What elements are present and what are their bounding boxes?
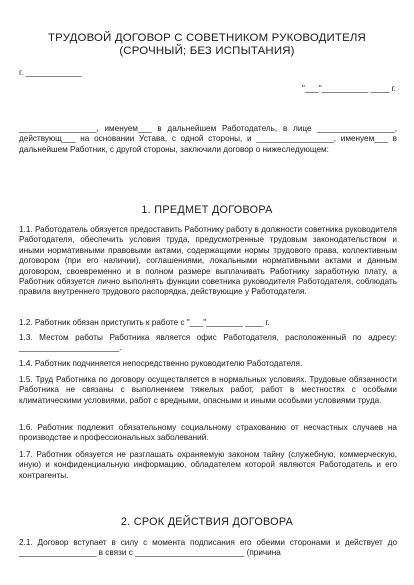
section-heading-term: 2. СРОК ДЕЙСТВИЯ ДОГОВОРА (120, 516, 294, 528)
preamble-paragraph: _________________, именуем___ в дальнейшем Работодатель, в лице _________________, действующ___ на основании Устава, с одной стороны, и _________________, именуем___ в дальнейшем Работник, с другой стороны, заключили договор о нижеследующем: (19, 124, 397, 154)
clause-1-1: 1.1. Работодатель обязуется предоставить Работнику работу в должности советника руководителя Работодателя, обеспечить условия труда, предусмотренные трудовым законодательством и иными нормативными правовыми актами, содержащими нормы трудового права, коллективным договором (при его наличии), соглашениями, локальными нормативными актами и данным договором, своевременно и в полном размере выплачивать Работнику заработную плату, а Работник обязуется лично выполнять функции советника руководителя Работодателя, соблюдать правила внутреннего трудового распорядка, действующие у Работодателя. (19, 225, 397, 297)
date-field: "___"__________ ____ г. (301, 83, 396, 93)
city-field: г. ____________ (19, 67, 82, 77)
section-heading-subject: 1. ПРЕДМЕТ ДОГОВОРА (141, 204, 273, 216)
clause-1-4: 1.4. Работник подчиняется непосредственно руководителю Работодателя. (19, 359, 303, 368)
clause-1-6: 1.6. Работник подлежит обязательному социальному страхованию от несчастных случаев на производстве и профессиональных заболеваний. (19, 423, 397, 443)
document-subtitle: (СРОЧНЫЙ; БЕЗ ИСПЫТАНИЯ) (119, 45, 295, 57)
clause-1-7: 1.7. Работник обязуется не разглашать охраняемую законом тайну (служебную, коммерческую, иную) и конфиденциальную информацию, обладателем которой являются Работодатель и его контрагенты. (19, 450, 397, 480)
clause-1-3: 1.3. Местом работы Работника является офис Работодателя, расположенный по адресу: ______________________. (19, 333, 397, 353)
document-title: ТРУДОВОЙ ДОГОВОР С СОВЕТНИКОМ РУКОВОДИТЕЛЯ (48, 32, 366, 44)
clause-2-1: 2.1. Договор вступает в силу с момента подписания его обеими сторонами и действует до _________________ в связи с ________________________ (причина (19, 538, 397, 558)
clause-1-5: 1.5. Труд Работника по договору осуществляется в нормальных условиях. Трудовые обязанности Работника не связаны с выполнением тяжелых работ, работ в местностях с особыми климатическими условиями, работ с вредными, опасными и иными особыми условиями труда. (19, 375, 397, 405)
clause-1-2: 1.2. Работник обязан приступить к работе с "___"________ ____ г. (19, 318, 270, 327)
